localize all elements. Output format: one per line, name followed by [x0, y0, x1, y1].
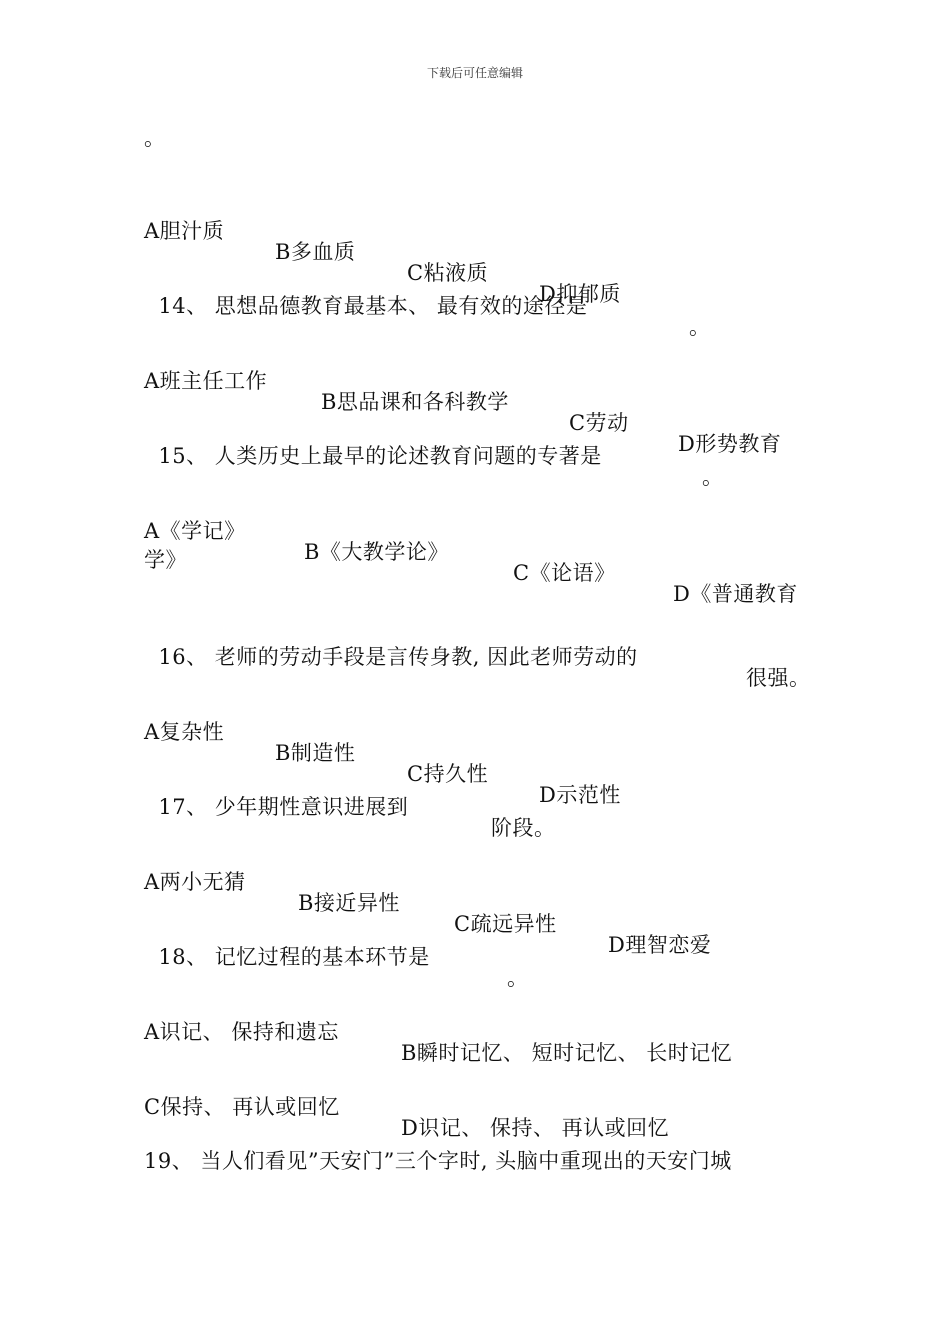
question-text: 17、 少年期性意识进展到 — [158, 795, 409, 819]
question-17 — [144, 776, 556, 840]
q18-options-row-1 — [144, 1001, 733, 1065]
option-a: A识记、 保持和遗忘 — [144, 1020, 339, 1044]
option-b: B瞬时记忆、 短时记忆、 长时记忆 — [401, 1041, 733, 1065]
question-end: 很强。 — [746, 666, 811, 690]
line-period: 。 — [144, 126, 166, 150]
question-end: 。 — [689, 315, 711, 339]
question-end: 。 — [507, 966, 529, 990]
question-15 — [144, 425, 724, 489]
option-b: B多血质 — [275, 240, 356, 264]
question-end: 阶段。 — [491, 816, 556, 840]
option-a: A两小无猜 — [144, 870, 246, 894]
question-text: 14、 思想品德教育最基本、 最有效的途径是 — [158, 294, 588, 318]
option-c: C保持、 再认或回忆 — [144, 1095, 340, 1119]
option-c: C劳动 — [569, 411, 629, 435]
option-c: C粘液质 — [407, 261, 489, 285]
option-d: D《普通教育 — [673, 582, 798, 606]
option-c: C《论语》 — [513, 561, 616, 585]
q18-options-row-2 — [144, 1076, 670, 1140]
question-16 — [144, 626, 811, 690]
option-c: C持久性 — [407, 762, 489, 786]
question-18 — [144, 926, 529, 990]
q15-options-continued: 学》 — [144, 548, 187, 572]
option-a: A复杂性 — [144, 720, 225, 744]
question-end: 。 — [702, 465, 724, 489]
question-text: 16、 老师的劳动手段是言传身教, 因此老师劳动的 — [158, 645, 638, 669]
option-a: A胆汁质 — [144, 219, 225, 243]
option-d: D形势教育 — [678, 432, 782, 456]
question-19: 19、 当人们看见”天安门”三个字时, 头脑中重现出的天安门城 — [144, 1149, 732, 1173]
option-b: B接近异性 — [298, 891, 400, 915]
option-a: A《学记》 — [144, 519, 246, 543]
option-b: B《大教学论》 — [304, 540, 449, 564]
option-a: A班主任工作 — [144, 369, 268, 393]
option-b: B思品课和各科教学 — [321, 390, 509, 414]
question-text: 18、 记忆过程的基本环节是 — [158, 945, 430, 969]
question-14 — [144, 275, 711, 339]
page-header: 下载后可任意编辑 — [426, 66, 523, 80]
question-text: 15、 人类历史上最早的论述教育问题的专著是 — [158, 444, 602, 468]
option-d: D理智恋爱 — [608, 933, 712, 957]
option-d: D识记、 保持、 再认或回忆 — [401, 1116, 670, 1140]
option-b: B制造性 — [275, 741, 356, 765]
option-d: D示范性 — [539, 783, 621, 807]
option-c: C疏远异性 — [454, 912, 557, 936]
option-d: D抑郁质 — [539, 282, 621, 306]
